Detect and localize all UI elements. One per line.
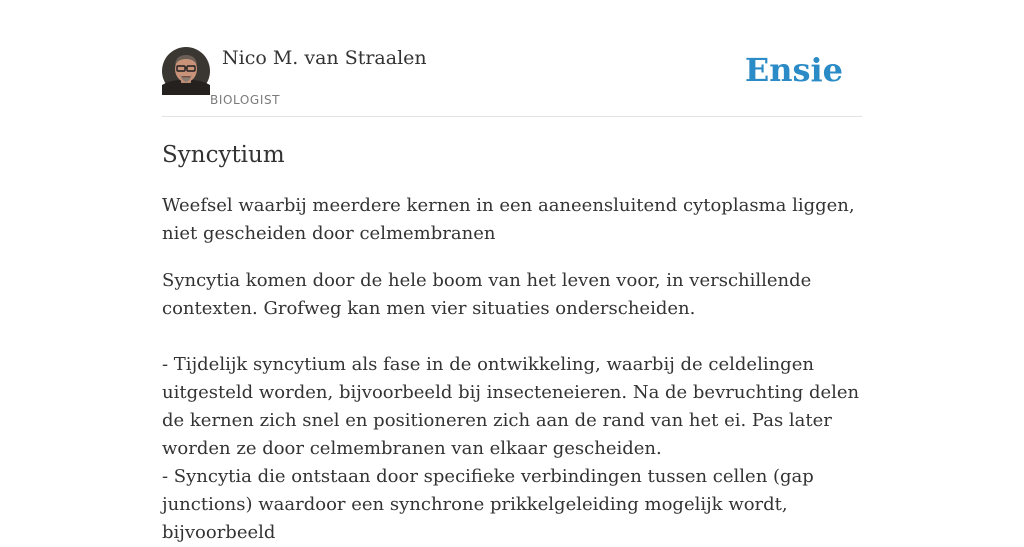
author-avatar[interactable] [162,47,210,95]
author-header [162,46,862,117]
author-role: BIOLOGIST [210,93,281,107]
brand-logo[interactable]: Ensie [744,51,843,89]
entry-title: Syncytium [162,142,285,168]
author-portrait-icon [162,47,210,95]
entry-definition: Weefsel waarbij meerdere kernen in een aaneensluitend cytoplasma liggen, niet gescheiden door celmembranen [162,195,855,244]
entry-body: Syncytia komen door de hele boom van het leven voor, in verschillende contexten. Grofweg kan men vier situaties onderscheiden. - Tijdelijk syncytium als fase in de ontwikkeling, waarbij de celdelingen uitgesteld worden, bijvoorbeeld bij insecteneieren. Na de bevruchting delen de kernen zich snel en positioneren zich aan de rand van het ei. Pas later worden ze door celmembranen van elkaar gescheiden. - Syncytia die ontstaan door specifieke verbindingen tussen cellen (gap junctions) waardoor een synchrone prikkelgeleiding mogelijk wordt, bijvoorbeeld [162,270,860,543]
author-name[interactable]: Nico M. van Straalen [222,47,427,69]
